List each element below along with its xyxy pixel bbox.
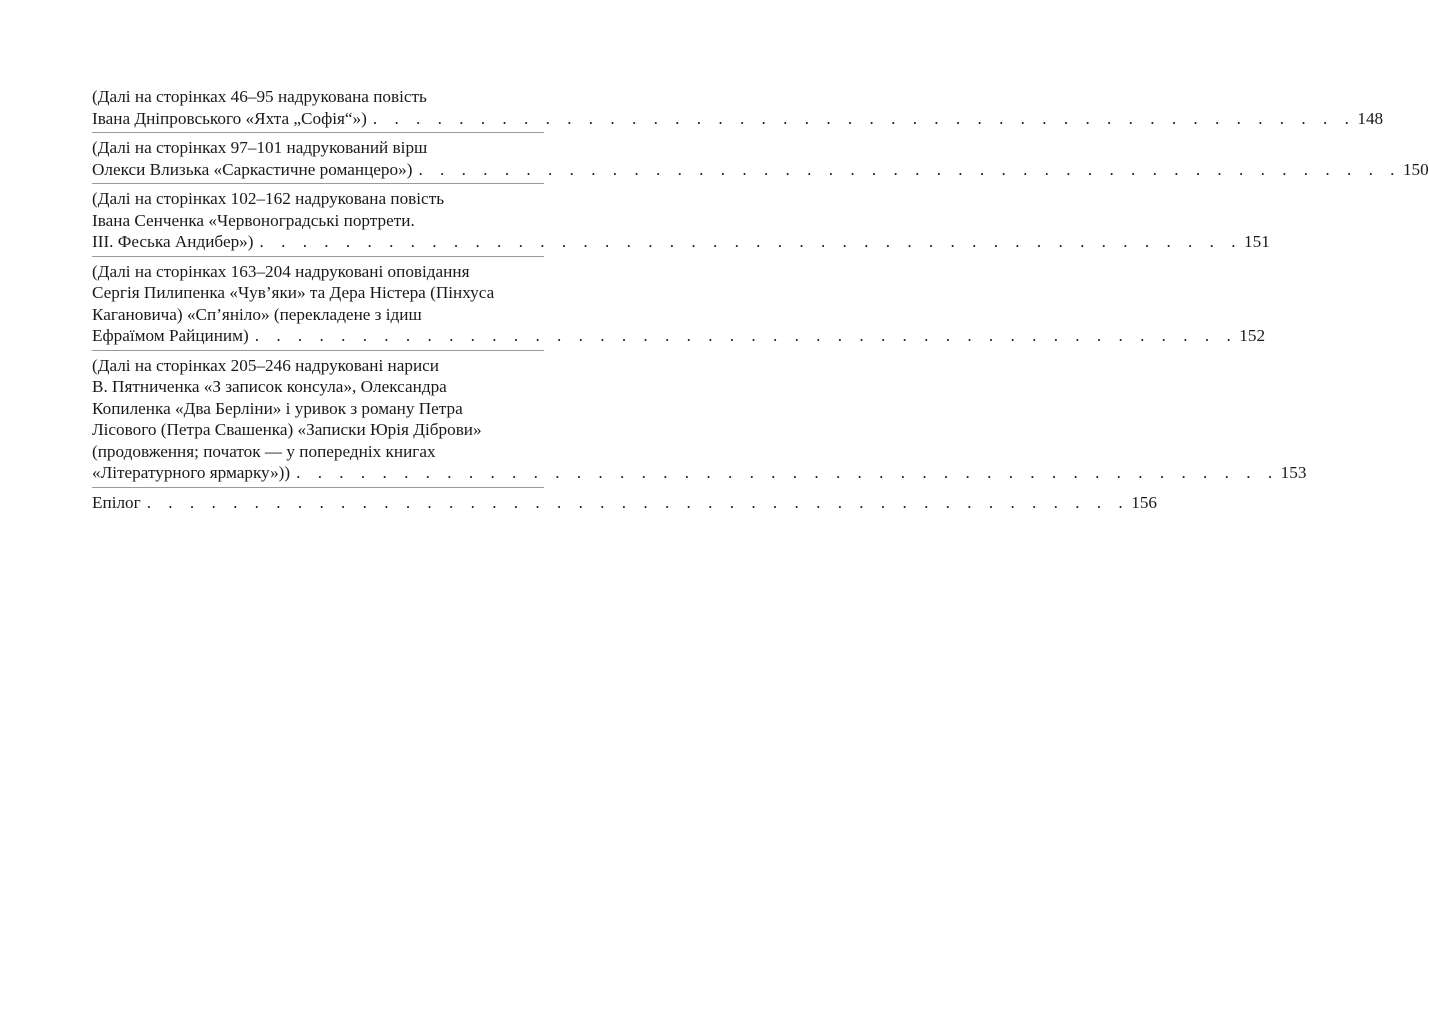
dot-leader: . . . . . . . . . . . . . . . . . . . . . . . . . . . . . . . . . . . . . . . . . . . . . . xyxy=(259,232,1243,251)
toc-entry-line: (Далі на сторінках 163–204 надруковані оповідання xyxy=(92,261,470,281)
toc-entry-line: Івана Сенченка «Червоноградські портрети. xyxy=(92,210,415,230)
toc-entry-line: Ефраїмом Райциним) xyxy=(92,326,249,345)
toc-entry-line: (Далі на сторінках 205–246 надруковані нариси xyxy=(92,355,439,375)
toc-entry-line: (Далі на сторінках 102–162 надрукована повість xyxy=(92,189,445,208)
toc-entry-final-line xyxy=(92,325,1266,347)
toc-entry-final-line xyxy=(92,462,1307,484)
toc-entry xyxy=(92,355,1307,488)
toc-entry-line: (продовження; початок — у попередніх книгах xyxy=(92,441,436,461)
page-number: 153 xyxy=(1280,463,1307,482)
toc-entry-line: Олекси Влизька «Саркастичне романцеро») xyxy=(92,159,413,179)
page-number: 150 xyxy=(1402,159,1429,179)
toc-entry-line: Кагановича) «Сп’яніло» (перекладене з ідиш xyxy=(92,304,422,324)
toc-entry xyxy=(92,188,1270,257)
toc-entry xyxy=(92,261,1266,351)
toc-entry-final-line xyxy=(92,159,1429,181)
toc-entry-line: «Літературного ярмарку»)) xyxy=(92,463,291,482)
page-number: 156 xyxy=(1131,492,1157,512)
toc-entry-line: (Далі на сторінках 97–101 надрукований вірш xyxy=(92,138,428,157)
table-of-contents xyxy=(92,86,1429,520)
page-number: 148 xyxy=(1357,108,1384,128)
dot-leader: . . . . . . . . . . . . . . . . . . . . . . . . . . . . . . . . . . . . . . . . . . . . . . xyxy=(146,492,1130,512)
dot-leader: . . . . . . . . . . . . . . . . . . . . . . . . . . . . . . . . . . . . . . . . . . . . . . xyxy=(296,463,1279,482)
toc-entry-line: Лісового (Петра Свашенка) «Записки Юрія Діброви» xyxy=(92,420,482,439)
dot-leader: . . . . . . . . . . . . . . . . . . . . . . . . . . . . . . . . . . . . . . . . . . . . . . xyxy=(372,108,1356,128)
toc-entry-final-line xyxy=(92,492,1157,514)
toc-entry-line: Епілог xyxy=(92,492,141,512)
dot-leader: . . . . . . . . . . . . . . . . . . . . . . . . . . . . . . . . . . . . . . . . . . . . . . xyxy=(418,159,1401,179)
toc-entry-final-line xyxy=(92,231,1270,253)
toc-entry-final-line xyxy=(92,108,1384,130)
toc-entry-line: Сергія Пилипенка «Чув’яки» та Дера Ністера (Пінхуса xyxy=(92,283,495,302)
toc-entry-line: Івана Дніпровського «Яхта „Софія“») xyxy=(92,108,367,128)
toc-entry-line: ІІІ. Феська Андибер») xyxy=(92,232,254,251)
page-number: 151 xyxy=(1244,232,1270,251)
toc-entry-line: Копиленка «Два Берліни» і уривок з роману Петра xyxy=(92,398,463,418)
toc-entry xyxy=(92,86,1384,133)
toc-entry-line: (Далі на сторінках 46–95 надрукована повість xyxy=(92,87,427,106)
toc-entry-line: В. Пятниченка «З записок консула», Олександра xyxy=(92,377,447,396)
page-number: 152 xyxy=(1239,326,1266,345)
dot-leader: . . . . . . . . . . . . . . . . . . . . . . . . . . . . . . . . . . . . . . . . . . . . . . xyxy=(254,326,1238,345)
toc-entry xyxy=(92,137,1429,184)
toc-entry xyxy=(92,492,1157,517)
